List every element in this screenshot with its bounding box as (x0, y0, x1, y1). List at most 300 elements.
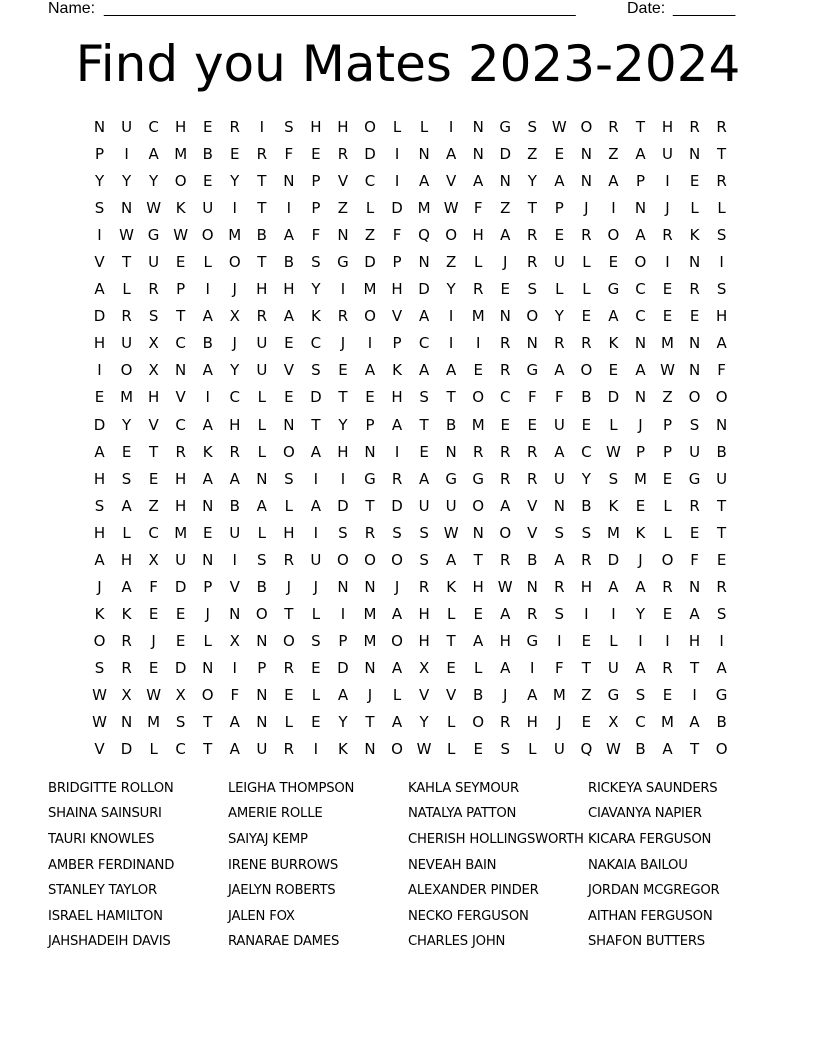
grid-cell: A (418, 172, 430, 191)
grid-cell: L (690, 199, 699, 218)
grid-cell: L (257, 388, 266, 407)
grid-cell: S (635, 686, 646, 704)
grid-cell: A (689, 604, 700, 623)
grid-cell: P (203, 577, 213, 596)
grid-cell: B (256, 226, 267, 245)
grid-cell: M (120, 388, 134, 407)
grid-cell: A (608, 577, 619, 596)
grid-cell: X (229, 631, 240, 650)
grid-row (86, 601, 735, 628)
grid-cell: B (202, 334, 213, 353)
grid-cell: Z (527, 145, 538, 164)
word-list-item: ISRAEL HAMILTON (48, 908, 163, 924)
grid-cell: J (232, 280, 237, 299)
word-list-item: BRIDGITTE ROLLON (48, 780, 174, 796)
grid-cell: F (230, 686, 240, 704)
grid-cell: W (173, 226, 189, 245)
grid-cell: A (229, 740, 240, 759)
grid-cell: E (662, 469, 673, 488)
word-list-row (48, 930, 808, 956)
grid-cell: A (94, 280, 105, 299)
grid-cell: H (283, 280, 295, 299)
grid-cell: R (500, 334, 511, 353)
grid-cell: W (146, 686, 162, 704)
grid-cell: I (97, 361, 102, 380)
grid-cell: Y (446, 280, 456, 299)
grid-cell: R (500, 550, 511, 569)
grid-cell: F (311, 226, 321, 245)
grid-cell: O (580, 118, 593, 137)
grid-cell: V (94, 740, 105, 759)
grid-cell: M (147, 713, 161, 732)
grid-cell: D (364, 145, 376, 164)
grid-cell: U (148, 253, 160, 272)
grid-cell: N (445, 442, 457, 461)
grid-cell: L (609, 631, 618, 650)
grid-cell: L (392, 686, 402, 704)
grid-cell: N (688, 253, 701, 272)
grid-cell: R (527, 442, 538, 461)
grid-cell: L (365, 199, 375, 218)
grid-cell: O (201, 686, 214, 704)
grid-cell: A (554, 361, 565, 380)
grid-cell: E (662, 604, 673, 623)
grid-cell: N (688, 361, 701, 380)
grid-cell: I (286, 199, 292, 218)
grid-cell: B (202, 145, 213, 164)
word-list-item: SAIYAJ KEMP (228, 831, 308, 847)
grid-cell: I (394, 172, 400, 191)
grid-cell: N (202, 550, 214, 569)
grid-cell: I (232, 658, 237, 677)
grid-cell: B (716, 442, 727, 461)
grid-cell: L (284, 496, 294, 515)
grid-cell: A (121, 577, 132, 596)
grid-cell: A (608, 172, 619, 191)
grid-cell: D (120, 740, 133, 759)
grid-cell: D (418, 280, 430, 299)
grid-cell: R (148, 280, 159, 299)
header-line (48, 0, 748, 18)
grid-cell: O (93, 631, 106, 650)
grid-cell: N (688, 334, 701, 353)
grid-cell: R (608, 118, 619, 137)
grid-row (86, 114, 735, 141)
grid-cell: B (581, 496, 592, 515)
grid-cell: H (661, 118, 674, 137)
grid-cell: S (527, 118, 538, 137)
grid-cell: P (392, 334, 402, 353)
grid-cell: L (419, 118, 429, 137)
grid-cell: N (93, 118, 106, 137)
grid-cell: I (205, 388, 210, 407)
grid-cell: X (229, 307, 240, 326)
grid-cell: A (554, 550, 565, 569)
grid-cell: T (257, 253, 267, 272)
grid-row (86, 466, 735, 493)
grid-cell: E (608, 253, 619, 272)
grid-cell: O (661, 550, 674, 569)
grid-cell: I (259, 118, 265, 137)
grid-cell: Z (662, 388, 673, 407)
grid-cell: W (660, 361, 675, 380)
grid-cell: O (688, 388, 701, 407)
grid-cell: H (175, 469, 187, 488)
grid-row (86, 655, 735, 682)
grid-cell: R (391, 469, 403, 488)
grid-row (86, 195, 735, 222)
grid-cell: W (605, 740, 621, 759)
grid-cell: R (716, 172, 727, 191)
word-list-item: CHERISH HOLLINGSWORTH (408, 831, 584, 847)
grid-cell: T (527, 199, 537, 218)
grid-cell: O (580, 361, 593, 380)
word-list-item: SHAINA SAINSURI (48, 806, 162, 822)
grid-cell: L (474, 658, 483, 677)
grid-cell: A (554, 172, 565, 191)
grid-cell: T (689, 740, 700, 759)
grid-cell: U (256, 334, 268, 353)
grid-cell: A (689, 713, 700, 732)
grid-cell: A (337, 686, 349, 704)
grid-cell: E (121, 442, 132, 461)
date-label: Date: (627, 0, 666, 17)
grid-cell: T (446, 631, 456, 650)
word-list-item: RICKEYA SAUNDERS (588, 780, 718, 796)
grid-cell: U (445, 496, 457, 515)
grid-cell: H (93, 334, 106, 353)
grid-cell: S (311, 253, 321, 272)
word-list-item: KICARA FERGUSON (588, 831, 712, 847)
grid-cell: I (232, 199, 237, 218)
word-list (48, 776, 808, 955)
grid-cell: I (530, 658, 535, 677)
grid-cell: A (473, 172, 484, 191)
grid-cell: E (311, 145, 321, 164)
grid-cell: S (94, 496, 105, 515)
grid-cell: X (148, 334, 159, 353)
grid-cell: K (635, 523, 646, 542)
grid-cell: O (337, 550, 349, 569)
grid-cell: S (419, 550, 429, 569)
grid-cell: T (635, 118, 646, 137)
grid-cell: E (635, 496, 646, 515)
grid-cell: I (692, 686, 697, 704)
grid-cell: C (148, 118, 159, 137)
grid-cell: A (418, 361, 430, 380)
grid-cell: Z (337, 199, 349, 218)
grid-cell: O (499, 523, 512, 542)
grid-cell: E (554, 226, 565, 245)
grid-cell: I (448, 334, 454, 353)
grid-cell: L (203, 631, 212, 650)
grid-cell: C (364, 172, 376, 191)
grid-cell: V (175, 388, 186, 407)
grid-cell: E (473, 361, 483, 380)
grid-cell: R (418, 577, 430, 596)
grid-cell: D (174, 658, 187, 677)
grid-cell: A (283, 307, 294, 326)
grid-row (86, 628, 735, 655)
grid-cell: A (500, 496, 511, 515)
grid-cell: C (229, 388, 240, 407)
grid-row (86, 303, 735, 330)
grid-cell: E (527, 415, 538, 434)
grid-cell: E (148, 658, 159, 677)
grid-cell: A (635, 226, 646, 245)
grid-cell: O (472, 496, 485, 515)
grid-cell: A (527, 686, 538, 704)
grid-cell: J (340, 334, 346, 353)
grid-cell: J (638, 550, 643, 569)
grid-cell: B (581, 388, 592, 407)
grid-cell: N (283, 172, 295, 191)
grid-cell: N (472, 145, 484, 164)
grid-row (86, 439, 735, 466)
grid-cell: T (717, 496, 727, 515)
grid-cell: T (257, 199, 267, 218)
grid-cell: V (391, 307, 403, 326)
grid-cell: P (311, 172, 321, 191)
grid-cell: H (256, 280, 268, 299)
grid-cell: R (689, 496, 700, 515)
grid-cell: N (472, 523, 484, 542)
grid-cell: A (635, 577, 646, 596)
grid-cell: O (391, 550, 403, 569)
grid-cell: Y (121, 415, 132, 434)
grid-cell: E (148, 604, 159, 623)
grid-cell: J (584, 199, 589, 218)
grid-cell: H (391, 280, 403, 299)
grid-cell: A (202, 415, 213, 434)
grid-cell: H (391, 388, 403, 407)
grid-cell: S (554, 604, 565, 623)
grid-cell: D (607, 388, 620, 407)
grid-cell: A (256, 496, 267, 515)
grid-cell: Z (581, 686, 592, 704)
grid-cell: G (445, 469, 457, 488)
grid-cell: N (688, 145, 701, 164)
word-list-item: JALEN FOX (228, 908, 295, 924)
grid-cell: U (689, 442, 701, 461)
grid-cell: F (392, 226, 402, 245)
grid-cell: A (202, 307, 213, 326)
grid-cell: A (310, 442, 322, 461)
grid-cell: I (340, 469, 346, 488)
grid-cell: R (716, 577, 727, 596)
grid-cell: V (446, 686, 457, 704)
grid-cell: C (499, 388, 511, 407)
grid-cell: S (392, 523, 402, 542)
grid-cell: A (716, 658, 727, 677)
grid-cell: S (581, 523, 592, 542)
grid-cell: V (229, 577, 240, 596)
grid-cell: S (608, 469, 619, 488)
grid-row (86, 520, 735, 547)
grid-cell: E (338, 361, 348, 380)
grid-cell: I (232, 550, 237, 569)
grid-cell: A (391, 604, 403, 623)
word-list-item: NAKAIA BAILOU (588, 857, 688, 873)
grid-cell: H (526, 713, 538, 732)
grid-cell: V (94, 253, 105, 272)
grid-cell: R (581, 550, 592, 569)
grid-cell: N (580, 145, 592, 164)
grid-cell: N (418, 145, 430, 164)
grid-cell: H (337, 442, 349, 461)
grid-cell: M (228, 226, 242, 245)
grid-cell: A (608, 307, 619, 326)
grid-cell: S (419, 523, 429, 542)
grid-cell: T (338, 388, 348, 407)
grid-cell: R (500, 442, 511, 461)
grid-cell: W (551, 118, 567, 137)
grid-cell: R (283, 550, 295, 569)
grid-cell: K (608, 496, 619, 515)
grid-cell: N (337, 226, 349, 245)
grid-cell: T (581, 658, 591, 677)
grid-cell: I (611, 604, 616, 623)
grid-cell: S (284, 118, 294, 137)
grid-cell: M (661, 713, 674, 732)
grid-cell: H (472, 577, 484, 596)
grid-cell: A (202, 361, 213, 380)
grid-cell: I (394, 145, 400, 164)
grid-cell: P (176, 280, 186, 299)
grid-cell: R (121, 631, 132, 650)
grid-cell: N (580, 172, 592, 191)
word-list-item: AITHAN FERGUSON (588, 908, 713, 924)
grid-cell: D (93, 307, 106, 326)
grid-cell: A (500, 658, 511, 677)
grid-cell: G (337, 253, 349, 272)
grid-cell: K (121, 604, 132, 623)
grid-cell: L (392, 118, 402, 137)
grid-cell: A (418, 469, 430, 488)
grid-cell: K (446, 577, 457, 596)
grid-cell: R (256, 145, 268, 164)
grid-cell: I (584, 604, 589, 623)
grid-cell: H (175, 118, 187, 137)
page-title: Find you Mates 2023-2024 (75, 35, 741, 93)
grid-cell: J (151, 631, 156, 650)
grid-cell: R (662, 577, 673, 596)
grid-cell: E (202, 172, 213, 191)
grid-cell: L (203, 253, 212, 272)
grid-cell: T (203, 740, 213, 759)
grid-cell: S (716, 280, 727, 299)
grid-cell: P (365, 415, 375, 434)
grid-cell: N (256, 686, 268, 704)
grid-cell: N (364, 658, 376, 677)
grid-cell: M (661, 334, 674, 353)
grid-cell: G (607, 686, 620, 704)
grid-cell: C (418, 334, 430, 353)
grid-cell: D (174, 577, 187, 596)
grid-cell: I (638, 631, 643, 650)
grid-cell: R (229, 442, 240, 461)
grid-cell: X (175, 686, 186, 704)
grid-cell: M (174, 523, 188, 542)
grid-cell: L (582, 280, 591, 299)
grid-cell: T (203, 713, 213, 732)
grid-cell: M (471, 307, 485, 326)
grid-cell: L (122, 523, 131, 542)
grid-cell: Y (554, 307, 564, 326)
grid-cell: D (93, 415, 106, 434)
grid-cell: J (665, 199, 670, 218)
grid-cell: A (446, 145, 457, 164)
word-list-item: CIAVANYA NAPIER (588, 806, 702, 822)
grid-cell: N (418, 253, 430, 272)
grid-cell: D (310, 388, 322, 407)
grid-cell: H (147, 388, 160, 407)
grid-cell: S (121, 469, 132, 488)
grid-cell: A (364, 361, 376, 380)
grid-row (86, 168, 735, 195)
grid-cell: Z (364, 226, 376, 245)
grid-cell: C (635, 280, 646, 299)
grid-cell: E (473, 604, 483, 623)
grid-cell: A (446, 550, 457, 569)
grid-cell: N (634, 334, 647, 353)
word-list-item: CHARLES JOHN (408, 934, 506, 950)
grid-cell: I (557, 631, 562, 650)
grid-cell: O (607, 226, 620, 245)
grid-cell: K (202, 442, 213, 461)
grid-cell: Y (149, 172, 159, 191)
grid-cell: Y (419, 713, 429, 732)
grid-cell: A (716, 334, 727, 353)
word-list-item: JORDAN MCGREGOR (588, 883, 720, 899)
grid-cell: E (419, 442, 429, 461)
grid-cell: I (719, 253, 724, 272)
grid-cell: E (284, 388, 294, 407)
word-list-item: IRENE BURROWS (228, 857, 338, 873)
grid-cell: R (337, 145, 349, 164)
grid-cell: L (609, 415, 618, 434)
word-list-item: AMBER FERDINAND (48, 857, 175, 873)
grid-cell: D (391, 199, 403, 218)
word-list-item: AMERIE ROLLE (228, 806, 323, 822)
grid-cell: B (527, 550, 538, 569)
grid-cell: R (527, 253, 538, 272)
grid-cell: U (418, 496, 430, 515)
grid-cell: D (607, 550, 620, 569)
grid-cell: N (634, 199, 647, 218)
grid-cell: F (555, 658, 564, 677)
grid-row (86, 547, 735, 574)
grid-cell: C (310, 334, 322, 353)
grid-cell: L (663, 523, 672, 542)
word-list-row (48, 802, 808, 828)
grid-cell: K (175, 199, 186, 218)
grid-cell: W (443, 199, 459, 218)
grid-cell: O (228, 253, 241, 272)
grid-cell: W (497, 577, 513, 596)
grid-cell: Y (230, 361, 240, 380)
grid-cell: F (473, 199, 483, 218)
grid-cell: Y (527, 172, 537, 191)
grid-cell: N (364, 740, 376, 759)
grid-cell: N (688, 577, 701, 596)
grid-cell: O (255, 604, 268, 623)
date-blank-line: _______ (673, 0, 736, 17)
grid-cell: J (205, 604, 210, 623)
grid-cell: E (500, 415, 510, 434)
grid-cell: U (607, 658, 619, 677)
grid-cell: Y (338, 415, 348, 434)
